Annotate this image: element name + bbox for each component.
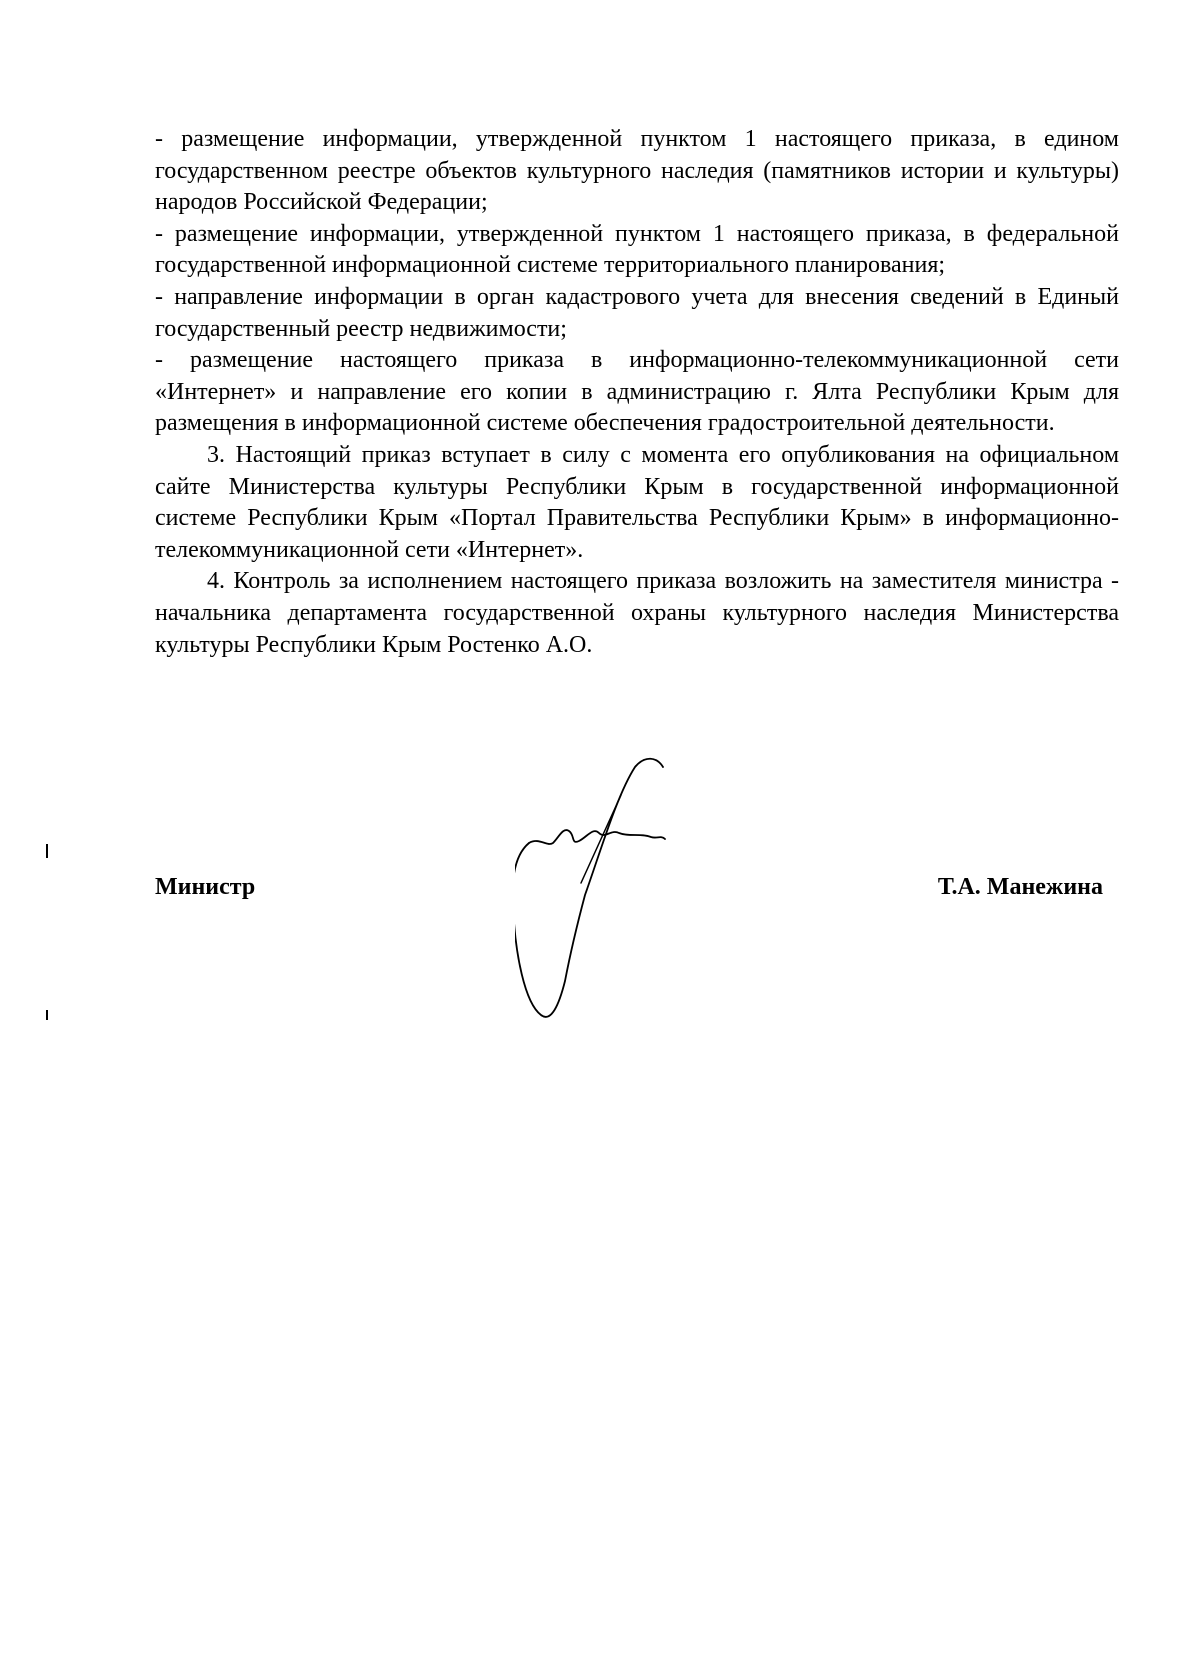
paragraph-item-4: 4. Контроль за исполнением настоящего приказа возложить на заместителя министра - начальника департамента государственной охраны культурного наследия Министерства культуры Республики Крым Ростенко А.О. xyxy=(155,568,1119,658)
paragraph-item-3: 3. Настоящий приказ вступает в силу с момента его опубликования на официальном сайте Министерства культуры Республики Крым в государственной информационной системе Республики Крым «Портал Правительства Республики Крым» в информационно-телекоммуникационной сети «Интернет». xyxy=(155,441,1119,563)
signatory-title: Министр xyxy=(155,874,256,900)
document-body xyxy=(155,124,1119,661)
scan-mark-top xyxy=(46,844,48,858)
paragraph-egrn: - направление информации в орган кадастрового учета для внесения сведений в Единый государственный реестр недвижимости; xyxy=(155,283,1119,342)
paragraph-fgis-tp: - размещение информации, утвержденной пунктом 1 настоящего приказа, в федеральной государственной информационной системе территориального планирования; xyxy=(155,220,1119,279)
scan-mark-bottom xyxy=(46,1010,48,1020)
handwritten-signature-icon xyxy=(515,755,715,1035)
paragraph-egrokn: - размещение информации, утвержденной пунктом 1 настоящего приказа, в едином государственном реестре объектов культурного наследия (памятников истории и культуры) народов Российской Федерации; xyxy=(155,126,1119,216)
paragraph-internet-publication: - размещение настоящего приказа в информационно-телекоммуникационной сети «Интернет» и направление его копии в администрацию г. Ялта Республики Крым для размещения в информационной системе обеспечения градостроительной деятельности. xyxy=(155,347,1119,437)
signatory-name: Т.А. Манежина xyxy=(937,874,1103,900)
